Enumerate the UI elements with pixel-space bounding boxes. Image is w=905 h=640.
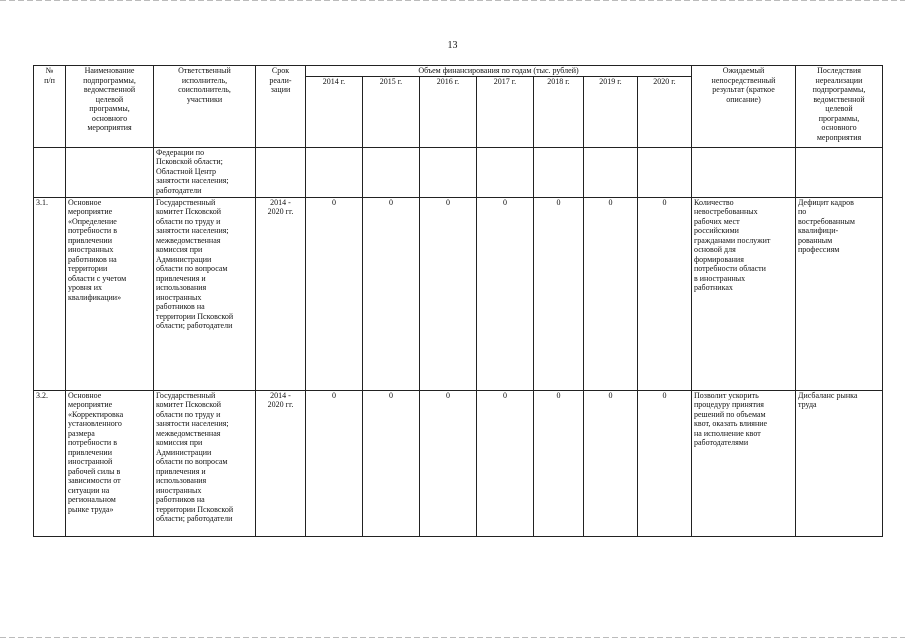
cell-result: Позволит ускорить процедуру принятия решений по объемам квот, оказать влияние на исполнение квот работодателями [692, 390, 796, 536]
header-year: 2015 г. [363, 76, 420, 147]
cell-value: 0 [534, 197, 584, 390]
cell-value: 0 [420, 390, 477, 536]
cell-value: 0 [306, 197, 363, 390]
cell-result [692, 147, 796, 197]
header-year: 2018 г. [534, 76, 584, 147]
cell-value [306, 147, 363, 197]
cell-value: 0 [363, 197, 420, 390]
cell-value: 0 [534, 390, 584, 536]
cell-value: 0 [306, 390, 363, 536]
cell-responsible: Государственный комитет Псковской области по труду и занятости населения; межведомственная комиссия при Администрации области по вопросам привлечения и использования иностранных работников на территории Псковской области; работодатели [154, 197, 256, 390]
cell-value: 0 [477, 197, 534, 390]
cell-consequences [796, 147, 883, 197]
cell-value: 0 [638, 390, 692, 536]
cell-value [584, 147, 638, 197]
header-year: 2017 г. [477, 76, 534, 147]
cell-value [420, 147, 477, 197]
header-year: 2019 г. [584, 76, 638, 147]
cell-num: 3.1. [34, 197, 66, 390]
cell-value [534, 147, 584, 197]
page-number: 13 [447, 40, 458, 51]
cell-num [34, 147, 66, 197]
cell-term [256, 147, 306, 197]
table-row [34, 197, 883, 390]
header-year: 2020 г. [638, 76, 692, 147]
cell-name [66, 147, 154, 197]
cell-responsible: Государственный комитет Псковской области по труду и занятости населения; межведомственная комиссия при Администрации области по вопросам привлечения и использования иностранных работников на территории Псковской области; работодатели [154, 390, 256, 536]
cell-value: 0 [584, 390, 638, 536]
cell-value [363, 147, 420, 197]
cell-value [638, 147, 692, 197]
header-funding: Объем финансирования по годам (тыс. рублей) [306, 66, 692, 77]
cell-value [477, 147, 534, 197]
header-year: 2016 г. [420, 76, 477, 147]
header-consequences: Последствия нереализации подпрограммы, ведомственной целевой программы, основного мероприятия [796, 66, 883, 148]
cell-num: 3.2. [34, 390, 66, 536]
cell-name: Основное мероприятие «Корректировка установленного размера потребности в привлечении иностранной рабочей силы в зависимости от ситуации на региональном рынке труда» [66, 390, 154, 536]
cell-value: 0 [363, 390, 420, 536]
header-num: № п/п [34, 66, 66, 148]
cell-consequences: Дефицит кадров по востребованным квалифици- рованным профессиям [796, 197, 883, 390]
program-table [33, 65, 883, 537]
bottom-edge-line [0, 637, 905, 638]
header-year: 2014 г. [306, 76, 363, 147]
cell-value: 0 [420, 197, 477, 390]
table-row [34, 147, 883, 197]
header-term: Срок реали- зации [256, 66, 306, 148]
cell-term: 2014 - 2020 гг. [256, 390, 306, 536]
cell-responsible: Федерации по Псковской области; Областной Центр занятости населения; работодатели [154, 147, 256, 197]
cell-consequences: Дисбаланс рынка труда [796, 390, 883, 536]
cell-value: 0 [477, 390, 534, 536]
header-responsible: Ответственный исполнитель, соисполнитель, участники [154, 66, 256, 148]
cell-name: Основное мероприятие «Определение потребности в привлечении иностранных работников на территории области с учетом уровня их квалификации» [66, 197, 154, 390]
header-result: Ожидаемый непосредственный результат (краткое описание) [692, 66, 796, 148]
table-row [34, 390, 883, 536]
cell-term: 2014 - 2020 гг. [256, 197, 306, 390]
cell-value: 0 [638, 197, 692, 390]
top-edge-line [0, 0, 905, 1]
header-name: Наименование подпрограммы, ведомственной целевой программы, основного мероприятия [66, 66, 154, 148]
cell-value: 0 [584, 197, 638, 390]
cell-result: Количество невостребованных рабочих мест российскими гражданами послужит основой для формирования потребности области в иностранных работниках [692, 197, 796, 390]
